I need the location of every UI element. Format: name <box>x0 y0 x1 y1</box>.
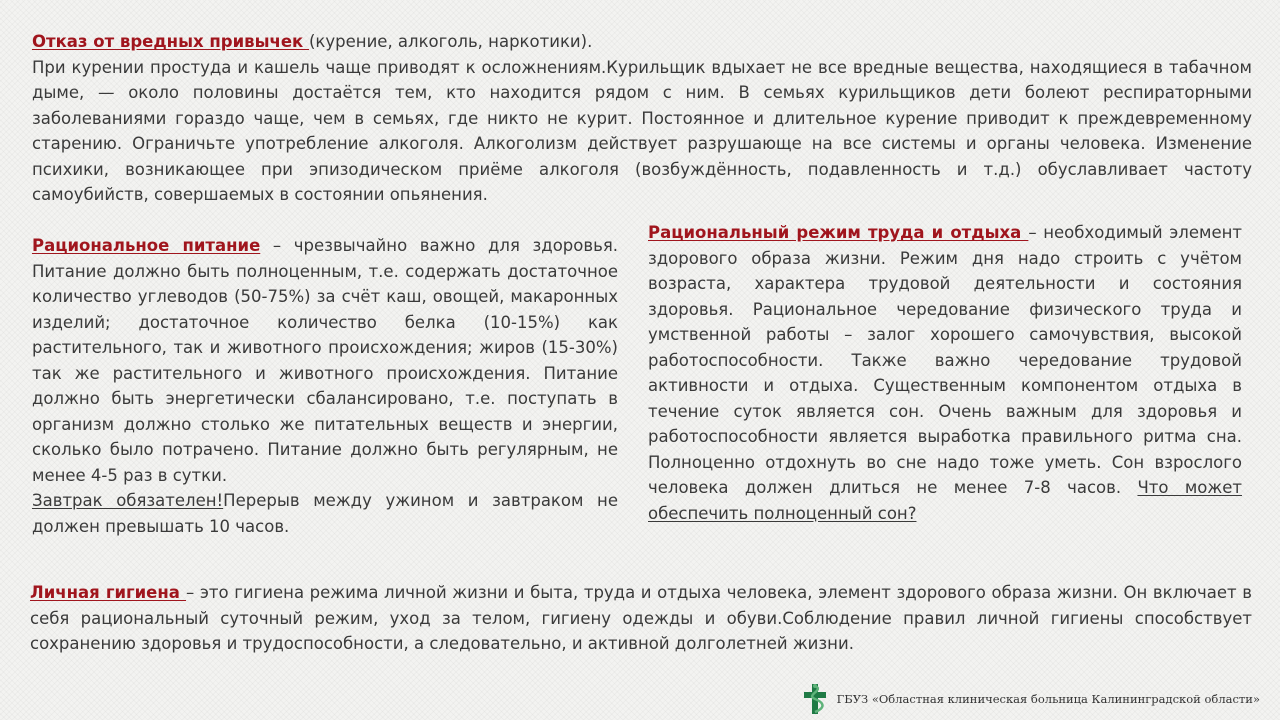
bad-habits-heading: Отказ от вредных привычек <box>32 32 309 51</box>
nutrition-heading: Рациональное питание <box>32 236 261 255</box>
footer <box>801 681 1260 717</box>
bad-habits-body: При курении простуда и кашель чаще приводят к осложнениям.Курильщик вдыхает не все вредные вещества, находящиеся в табачном дыме, — около половины достаётся тем, кто находится рядом с ним. В семьях курильщиков дети болеют респираторными заболеваниями гораздо чаще, чем в семьях, где никто не курит. Постоянное и длительное курение приводит к преждевременному старению. Ограничьте употребление алкоголя. Алкоголизм действует разрушающе на все системы и органы человека. Изменение психики, возникающее при эпизодическом приёме алкоголя (возбуждённость, подавленность и т.д.) обуславливает частоту самоубийств, совершаемых в состоянии опьянения. <box>32 57 1252 204</box>
nutrition-tail: Перерыв между ужином и завтраком не должен превышать 10 часов. <box>32 491 618 536</box>
regime-heading: Рациональный режим труда и отдыха <box>648 223 1029 242</box>
hygiene-heading: Личная гигиена <box>30 583 187 602</box>
regime-body: – необходимый элемент здорового образа жизни. Режим дня надо строить с учётом возраста, характера трудовой деятельности и состояния здоровья. Рациональное чередование физического труда и умственной работы – залог хорошего самочувствия, высокой работоспособности. Также важно чередование трудовой активности и отдыха. Существенным компонентом отдыха в течение суток является сон. Очень важным для здоровья и работоспособности является выработка правильного ритма сна. Полноценно отдохнуть во сне надо тоже уметь. Сон взрослого человека должен длиться не менее 7-8 часов. <box>648 223 1242 497</box>
section-bad-habits <box>32 29 1252 208</box>
nutrition-body: – чрезвычайно важно для здоровья. Питание должно быть полноценным, т.е. содержать достаточное количество углеводов (50-75%) за счёт каш, овощей, макаронных изделий; достаточное количество белка (10-15%) как растительного, так и животного происхождения; жиров (15-30%) так же растительного и животного происхождения. Питание должно быть энергетически сбалансировано, т.е. поступать в организм должно столько же питательных веществ и энергии, сколько было потрачено. Питание должно быть регулярным, не менее 4-5 раз в сутки. <box>32 236 618 485</box>
medical-cross-snake-logo-icon <box>801 682 829 716</box>
hygiene-body: – это гигиена режима личной жизни и быта, труда и отдыха человека, элемент здорового образа жизни. Он включает в себя рациональный суточный режим, уход за телом, гигиену одежды и обуви.Соблюдение правил личной гигиены способствует сохранению здоровья и трудоспособности, а следовательно, и активной долголетней жизни. <box>30 583 1252 653</box>
sleep-link[interactable]: Что может обеспечить полноценный сон? <box>648 478 1242 523</box>
footer-org-name: ГБУЗ «Областная клиническая больница Калининградской области» <box>836 692 1260 706</box>
breakfast-link[interactable]: Завтрак обязателен! <box>32 491 224 510</box>
section-nutrition <box>32 233 618 539</box>
section-personal-hygiene <box>30 580 1252 657</box>
section-work-rest-regime <box>648 220 1242 526</box>
bad-habits-subtitle: (курение, алкоголь, наркотики). <box>308 32 593 51</box>
